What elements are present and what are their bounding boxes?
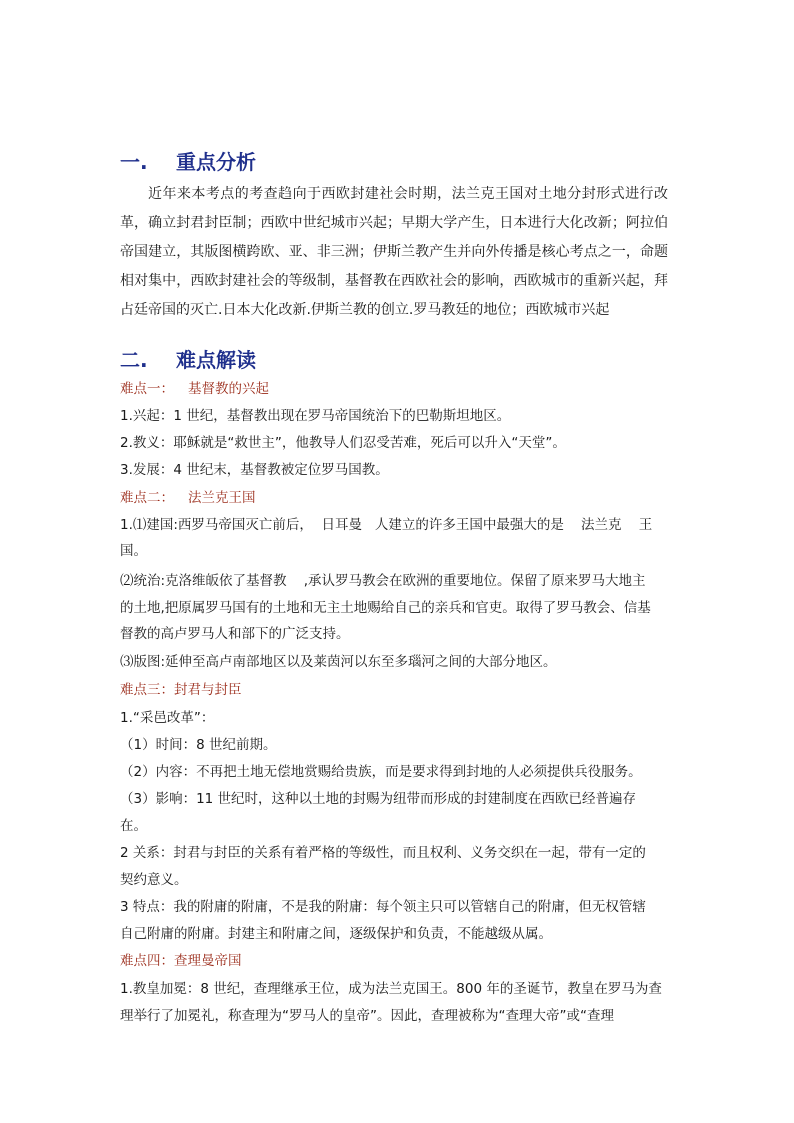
text-line: 自己附庸的附庸。封建主和附庸之间，逐级保护和负责，不能越级从属。	[120, 926, 552, 942]
text-line: 2.教义：耶稣就是“救世主”，他教导人们忍受苦难，死后可以升入“天堂”。	[120, 435, 566, 451]
section-paragraph: 近年来本考点的考查趋向于西欧封建社会时期，法兰克王国对土地分封形式进行改革，确立封君封臣制；西欧中世纪城市兴起；早期大学产生，日本进行大化改新；阿拉伯帝国建立，其版图横跨欧、亚、非三洲；伊斯兰教产生并向外传播是核心考点之一，命题相对集中，西欧封建社会的等级制，基督教在西欧社会的影响，西欧城市的重新兴起，拜占廷帝国的灭亡.日本大化改新.伊斯兰教的创立.罗马教廷的地位；西欧城市兴起	[120, 186, 668, 318]
text-line: （3）影响：11 世纪时，这种以土地的封赐为纽带而形成的封建制度在西欧已经普遍存	[120, 791, 637, 807]
text-line: 在。	[120, 818, 147, 834]
section-number: 二.	[120, 348, 148, 372]
text-line: ⑶版图:延伸至高卢南部地区以及莱茵河以东至多瑙河之间的大部分地区。	[120, 654, 557, 670]
difficulty-label: 难点四：	[120, 953, 174, 969]
difficulty-heading-1	[120, 377, 269, 397]
text-line: 理举行了加冕礼，称查理为“罗马人的皇帝”。因此，查理被称为“查理大帝”或“查理	[120, 1008, 614, 1024]
text-line: （1）时间：8 世纪前期。	[120, 737, 277, 753]
difficulty-title: 封君与封臣	[174, 682, 242, 698]
text-line: 1.“采邑改革”：	[120, 710, 215, 726]
text-line: 国。	[120, 543, 147, 559]
text-line: 3.发展：4 世纪末，基督教被定位罗马国教。	[120, 462, 389, 478]
difficulty-label: 难点三：	[120, 682, 174, 698]
text-line: 1.兴起：1 世纪，基督教出现在罗马帝国统治下的巴勒斯坦地区。	[120, 408, 511, 424]
text-line: ⑵统治:克洛维皈依了基督教 ,承认罗马教会在欧洲的重要地位。保留了原来罗马大地主	[120, 573, 646, 589]
text-line: 1.教皇加冕：8 世纪，查理继承王位，成为法兰克国王。800 年的圣诞节，教皇在罗马为查	[120, 981, 662, 997]
difficulty-heading-2	[120, 486, 256, 506]
text-line: 1.⑴建国:西罗马帝国灭亡前后， 日耳曼 人建立的许多王国中最强大的是 法兰克 王	[120, 517, 653, 533]
difficulty-title: 法兰克王国	[188, 490, 256, 506]
text-line: （2）内容：不再把土地无偿地赏赐给贵族，而是要求得到封地的人必须提供兵役服务。	[120, 764, 642, 780]
text-line: 2 关系：封君与封臣的关系有着严格的等级性，而且权利、义务交织在一起，带有一定的	[120, 845, 646, 861]
section-heading-2	[120, 344, 256, 373]
section-title: 难点解读	[176, 348, 256, 372]
section-title: 重点分析	[176, 150, 256, 174]
difficulty-heading-4	[120, 949, 242, 969]
section-number: 一.	[120, 150, 148, 174]
text-line: 的土地,把原属罗马国有的土地和无主土地赐给自己的亲兵和官吏。取得了罗马教会、信基	[120, 600, 651, 616]
text-line: 督教的高卢罗马人和部下的广泛支持。	[120, 626, 350, 642]
difficulty-title: 查理曼帝国	[174, 953, 242, 969]
difficulty-title: 基督教的兴起	[188, 381, 269, 397]
section-heading-1	[120, 146, 256, 175]
text-line: 3 特点：我的附庸的附庸，不是我的附庸：每个领主只可以管辖自己的附庸，但无权管辖	[120, 899, 646, 915]
difficulty-label: 难点一：	[120, 381, 174, 397]
difficulty-heading-3	[120, 678, 242, 698]
text-line: 契约意义。	[120, 872, 188, 888]
difficulty-label: 难点二：	[120, 490, 174, 506]
